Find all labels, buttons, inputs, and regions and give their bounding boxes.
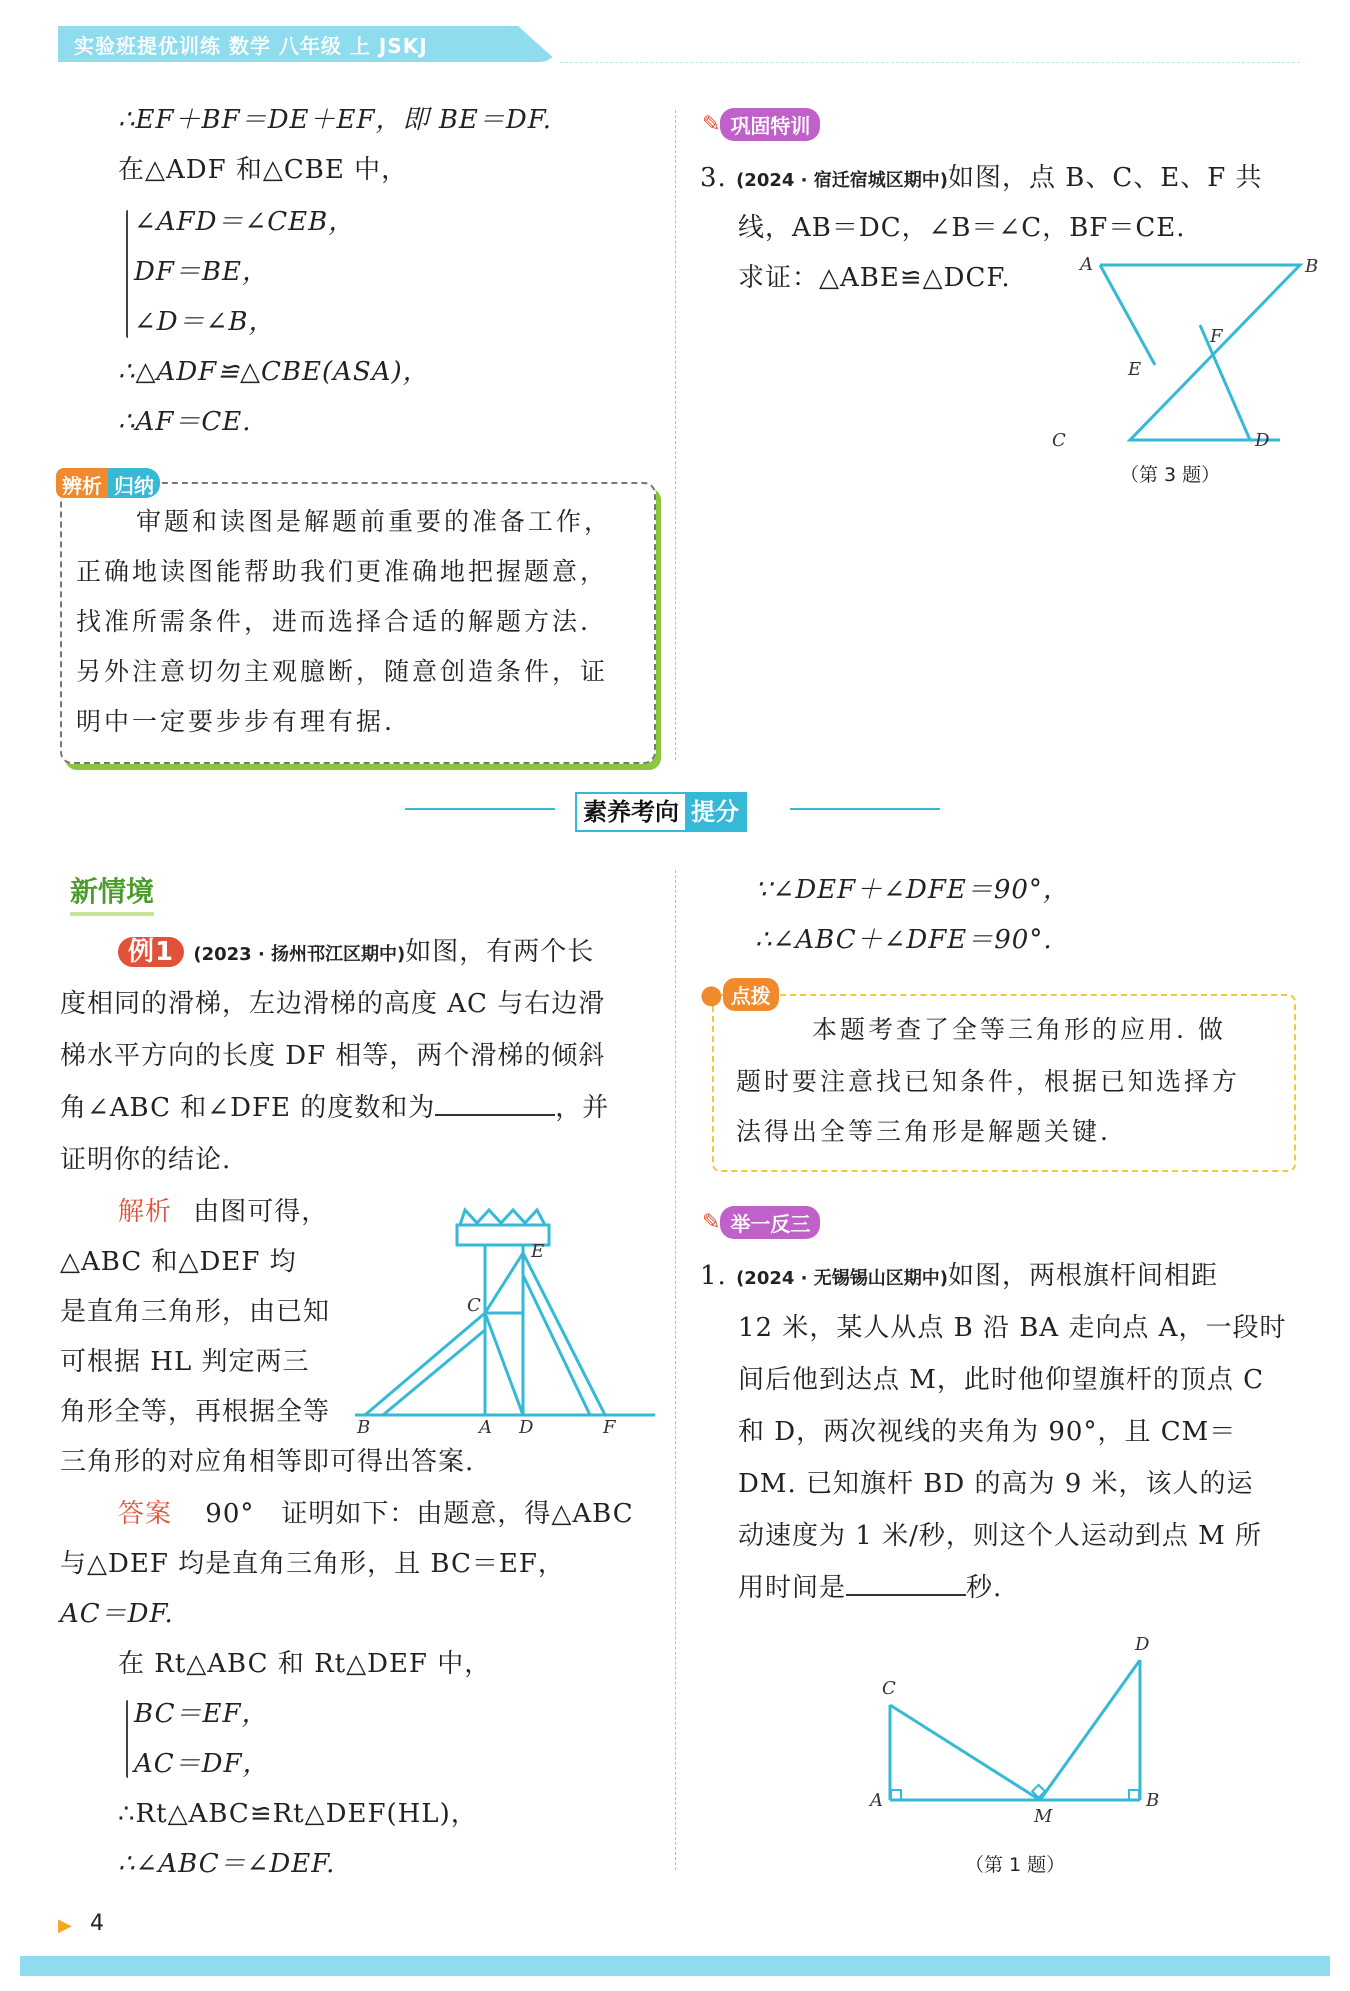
column-divider-bottom bbox=[675, 870, 676, 1870]
section-title bbox=[575, 792, 747, 832]
fig1-label-d: D bbox=[519, 1417, 534, 1438]
fig-p1-line-cm bbox=[890, 1705, 1040, 1800]
answer-line-6: AC＝DF， bbox=[134, 1749, 270, 1779]
example1-line-4 bbox=[60, 1088, 609, 1128]
cap-icon-2: ✎ bbox=[702, 1210, 721, 1235]
fig3-line-ae bbox=[1100, 265, 1155, 365]
hint-line-2: 题时要注意找已知条件，根据已知选择方 bbox=[736, 1067, 1241, 1096]
figure-problem3 bbox=[1050, 250, 1319, 451]
fig3-label-b: B bbox=[1305, 256, 1319, 277]
answer-line-8: ∴∠ABC＝∠DEF. bbox=[118, 1849, 336, 1879]
figure-flagpoles bbox=[860, 1630, 1180, 1830]
fig3-left-segment bbox=[1100, 265, 1300, 440]
section-title-highlight: 提分 bbox=[685, 794, 745, 830]
fig1-support bbox=[485, 1313, 523, 1415]
fig1-label-b: B bbox=[357, 1417, 371, 1438]
answer-line-4: 在 Rt△ABC 和 Rt△DEF 中， bbox=[118, 1649, 492, 1679]
section-rule-right bbox=[790, 808, 940, 810]
analysis-text-1: 由图可得， bbox=[193, 1197, 329, 1227]
fig1-right-slide-inner bbox=[523, 1275, 590, 1415]
fig3-label-c: C bbox=[1052, 430, 1066, 451]
figure-slides bbox=[345, 1195, 665, 1438]
extend-tag bbox=[702, 1206, 820, 1239]
fig-p1-line-dm bbox=[1040, 1660, 1140, 1800]
hint-line-3: 法得出全等三角形是解题关键. bbox=[736, 1117, 1111, 1146]
answer-text-1: 90° 证明如下：由题意，得△ABC bbox=[205, 1499, 634, 1529]
example1-line-1 bbox=[118, 932, 594, 975]
fig3-label-f: F bbox=[1210, 326, 1223, 347]
proof-line-5: ∠D＝∠B， bbox=[134, 307, 276, 337]
tip-tag-2: 归纳 bbox=[108, 468, 160, 498]
right-line-2: ∴∠ABC＋∠DFE＝90°. bbox=[755, 925, 1053, 955]
lightbulb-icon: ● bbox=[700, 979, 723, 1010]
section-rule-left bbox=[405, 808, 555, 810]
analysis-line-4: 可根据 HL 判定两三 bbox=[60, 1347, 310, 1377]
example1-source: (2023 · 扬州邗江区期中) bbox=[193, 944, 406, 965]
problem3-number: 3. bbox=[700, 163, 727, 193]
problem1-line-1 bbox=[700, 1256, 1218, 1299]
fig-p1-label-a: A bbox=[870, 1790, 883, 1811]
problem1-number: 1. bbox=[700, 1261, 727, 1291]
fig-p1-label-b: B bbox=[1146, 1790, 1160, 1811]
problem1-text-last-a: 用时间是 bbox=[738, 1573, 847, 1603]
example1-text-4b: ，并 bbox=[555, 1093, 610, 1123]
brace-1 bbox=[126, 210, 128, 338]
header-rule bbox=[560, 62, 1300, 63]
header-title: 实验班提优训练 数学 八年级 上 JSKJ bbox=[74, 34, 428, 58]
proof-line-4: DF＝BE， bbox=[134, 257, 269, 287]
cap-icon: ✎ bbox=[702, 112, 721, 137]
fig-p1-label-c: C bbox=[882, 1678, 896, 1699]
analysis-line-3: 是直角三角形，由已知 bbox=[60, 1297, 331, 1327]
analysis-line-5: 角形全等，再根据全等 bbox=[60, 1397, 331, 1427]
example1-text-1: 如图，有两个长 bbox=[405, 937, 595, 967]
problem3-source: (2024 · 宿迁宿城区期中) bbox=[736, 170, 948, 191]
answer-label: 答案 bbox=[118, 1499, 173, 1529]
analysis-label: 解析 bbox=[118, 1197, 173, 1227]
problem1-text-last-b: 秒. bbox=[966, 1573, 1003, 1603]
example1-line-2: 度相同的滑梯，左边滑梯的高度 AC 与右边滑 bbox=[60, 989, 606, 1019]
page-number: 4 bbox=[90, 1911, 104, 1936]
column-divider-top bbox=[675, 110, 676, 760]
example1-line-5: 证明你的结论. bbox=[60, 1145, 232, 1175]
answer-line-2: 与△DEF 均是直角三角形，且 BC＝EF， bbox=[60, 1549, 565, 1579]
right-line-1: ∵∠DEF＋∠DFE＝90°， bbox=[755, 875, 1070, 905]
fig1-tower-top bbox=[460, 1210, 545, 1225]
hint-tag-label: 点拨 bbox=[723, 978, 779, 1011]
answer-line-7: ∴Rt△ABC≌Rt△DEF(HL)， bbox=[118, 1799, 478, 1829]
time-blank[interactable] bbox=[846, 1568, 966, 1596]
problem1-text-1: 如图，两根旗杆间相距 bbox=[948, 1261, 1219, 1291]
proof-line-2: 在△ADF 和△CBE 中， bbox=[118, 155, 409, 185]
fig3-label-a: A bbox=[1080, 254, 1093, 275]
problem1-line-7 bbox=[738, 1568, 1002, 1608]
analysis-line-1 bbox=[118, 1192, 328, 1232]
answer-line-3: AC＝DF. bbox=[60, 1599, 174, 1629]
problem1-line-4: 和 D，两次视线的夹角为 90°，且 CM＝ bbox=[738, 1417, 1237, 1447]
page-marker-icon: ▶ bbox=[58, 1915, 72, 1936]
fig-p1-label-d: D bbox=[1135, 1634, 1150, 1655]
footer-band bbox=[20, 1956, 1330, 1976]
example1-text-4a: 角∠ABC 和∠DFE 的度数和为 bbox=[60, 1093, 436, 1123]
fig1-label-c: C bbox=[467, 1295, 481, 1316]
fig1-label-f: F bbox=[603, 1417, 616, 1438]
tip-line-3: 找准所需条件，进而选择合适的解题方法. bbox=[76, 607, 591, 636]
problem3-text-1: 如图，点 B、C、E、F 共 bbox=[948, 163, 1263, 193]
figure1-caption: （第 1 题） bbox=[965, 1854, 1066, 1876]
problem3-line-3: 求证：△ABE≌△DCF. bbox=[738, 263, 1011, 293]
answer-blank[interactable] bbox=[435, 1088, 555, 1116]
fig-p1-label-m: M bbox=[1034, 1806, 1053, 1827]
new-context-title: 新情境 bbox=[70, 870, 154, 916]
section-title-main: 素养考向 bbox=[583, 798, 679, 826]
extend-tag-label: 举一反三 bbox=[720, 1206, 820, 1239]
tip-tag-1: 辨析 bbox=[56, 468, 108, 498]
problem1-line-5: DM. 已知旗杆 BD 的高为 9 米，该人的运 bbox=[738, 1469, 1254, 1499]
analysis-line-6: 三角形的对应角相等即可得出答案. bbox=[60, 1447, 475, 1477]
problem1-source: (2024 · 无锡锡山区期中) bbox=[736, 1268, 948, 1289]
problem1-line-2: 12 米，某人从点 B 沿 BA 走向点 A，一段时 bbox=[738, 1313, 1287, 1343]
fig1-left-slide-inner bbox=[383, 1330, 485, 1415]
tip-line-5: 明中一定要步步有理有据. bbox=[76, 707, 395, 736]
proof-line-6: ∴△ADF≌△CBE(ASA)， bbox=[118, 357, 430, 387]
answer-line-5: BC＝EF， bbox=[134, 1699, 269, 1729]
example1-tag: 例1 bbox=[118, 937, 184, 967]
tip-line-1: 审题和读图是解题前重要的准备工作， bbox=[136, 507, 613, 536]
tip-line-2: 正确地读图能帮助我们更准确地把握题意， bbox=[76, 557, 609, 586]
answer-line-1 bbox=[118, 1494, 634, 1534]
hint-line-1: 本题考查了全等三角形的应用. 做 bbox=[812, 1015, 1226, 1044]
practice-tag bbox=[702, 108, 820, 141]
tip-tag bbox=[56, 468, 160, 498]
fig3-label-e: E bbox=[1128, 359, 1142, 380]
fig1-label-e: E bbox=[531, 1241, 545, 1262]
proof-line-7: ∴AF＝CE. bbox=[118, 407, 252, 437]
fig1-right-slide bbox=[485, 1253, 605, 1415]
figure3-caption: （第 3 题） bbox=[1120, 464, 1221, 486]
hint-tag bbox=[700, 978, 779, 1011]
analysis-line-2: △ABC 和△DEF 均 bbox=[60, 1247, 297, 1277]
problem3-line-1 bbox=[700, 158, 1263, 201]
brace-2 bbox=[126, 1700, 128, 1778]
fig1-label-a: A bbox=[479, 1417, 492, 1438]
proof-line-1: ∴EF＋BF＝DE＋EF，即 BE＝DF. bbox=[118, 105, 553, 135]
problem1-line-6: 动速度为 1 米/秒，则这个人运动到点 M 所 bbox=[738, 1521, 1262, 1551]
problem3-line-2: 线，AB＝DC，∠B＝∠C，BF＝CE. bbox=[738, 213, 1186, 243]
tip-line-4: 另外注意切勿主观臆断，随意创造条件，证 bbox=[76, 657, 609, 686]
fig3-label-d: D bbox=[1255, 430, 1270, 451]
practice-tag-label: 巩固特训 bbox=[720, 108, 820, 141]
example1-line-3: 梯水平方向的长度 DF 相等，两个滑梯的倾斜 bbox=[60, 1041, 606, 1071]
proof-line-3: ∠AFD＝∠CEB， bbox=[134, 207, 356, 237]
problem1-line-3: 间后他到达点 M，此时他仰望旗杆的顶点 C bbox=[738, 1365, 1265, 1395]
